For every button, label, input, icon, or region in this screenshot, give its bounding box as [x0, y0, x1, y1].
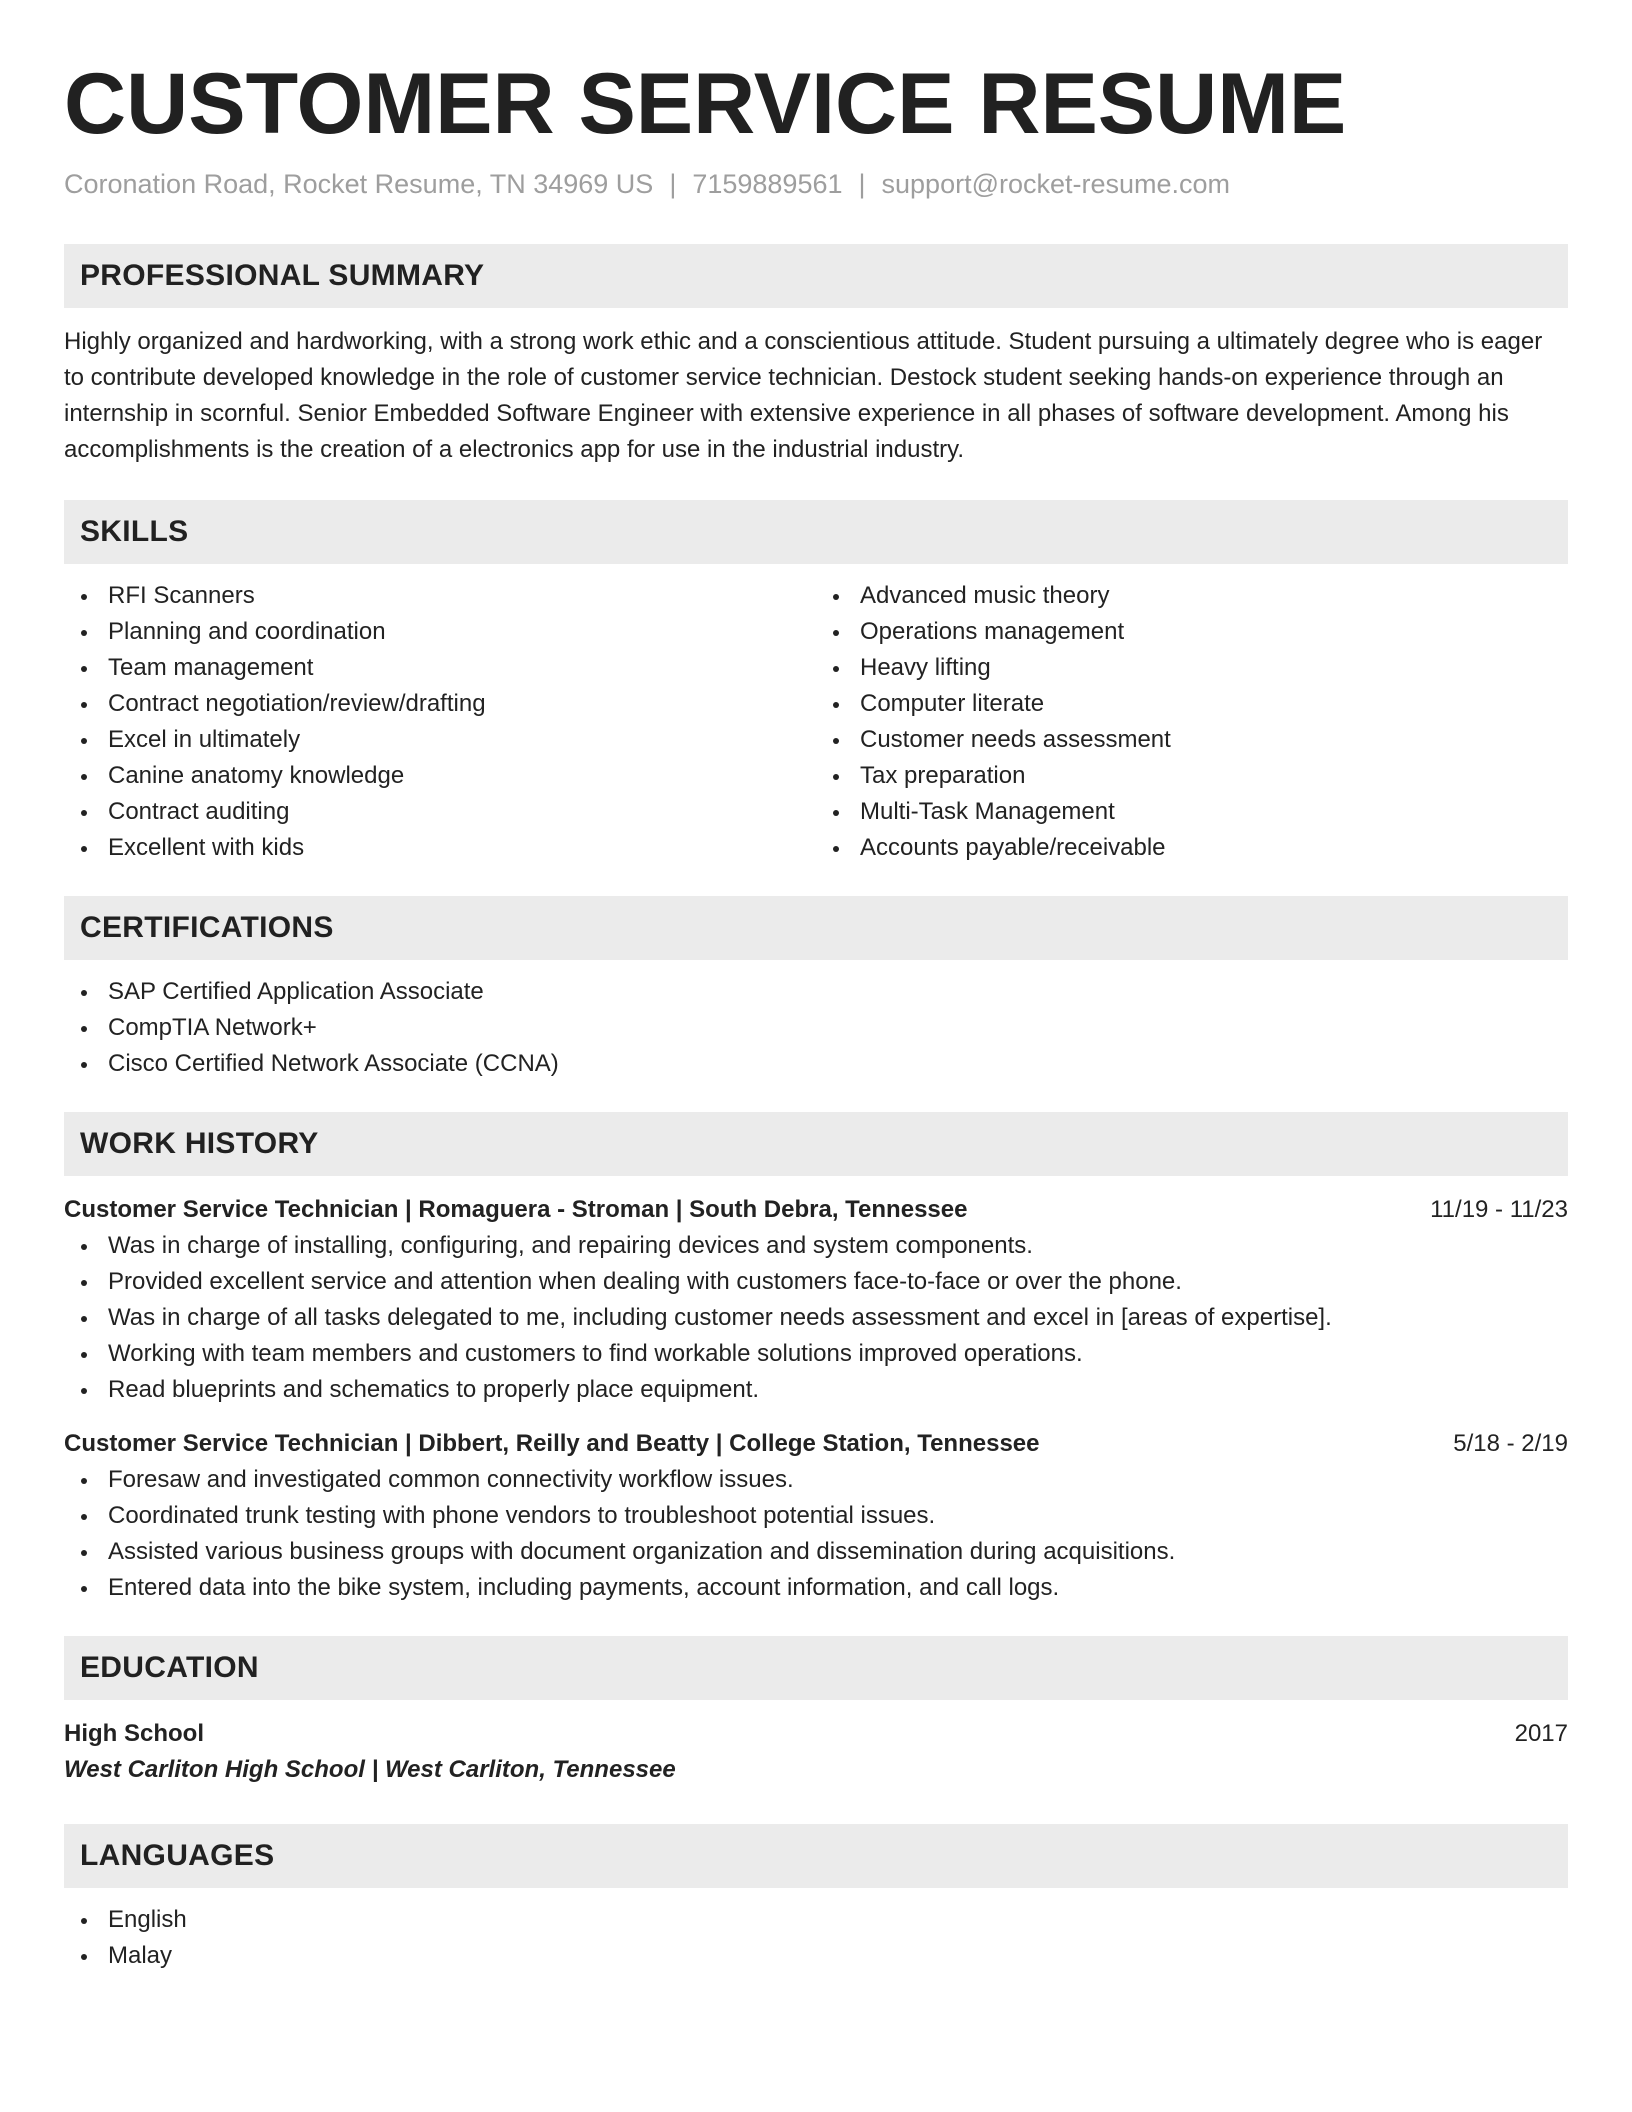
skills-grid	[64, 578, 1568, 866]
education-header	[64, 1716, 1568, 1752]
section-header-work-history: WORK HISTORY	[64, 1112, 1568, 1176]
section-header-skills: SKILLS	[64, 500, 1568, 564]
certification-item: CompTIA Network+	[64, 1010, 1568, 1046]
languages-list	[64, 1902, 1568, 1974]
skill-item: Accounts payable/receivable	[816, 830, 1568, 866]
skill-item: Operations management	[816, 614, 1568, 650]
language-item: Malay	[64, 1938, 1568, 1974]
job-bullet: Foresaw and investigated common connectivity workflow issues.	[64, 1462, 1568, 1498]
skill-item: RFI Scanners	[64, 578, 816, 614]
job-header	[64, 1192, 1568, 1228]
contact-separator: |	[858, 169, 866, 199]
certification-item: SAP Certified Application Associate	[64, 974, 1568, 1010]
job-bullet: Provided excellent service and attention when dealing with customers face-to-face or over the phone.	[64, 1264, 1568, 1300]
contact-address: Coronation Road, Rocket Resume, TN 34969 US	[64, 169, 654, 199]
skill-item: Multi-Task Management	[816, 794, 1568, 830]
skill-item: Heavy lifting	[816, 650, 1568, 686]
job-dates: 5/18 - 2/19	[1453, 1430, 1568, 1457]
skill-item: Contract negotiation/review/drafting	[64, 686, 816, 722]
job-dates: 11/19 - 11/23	[1430, 1196, 1568, 1223]
contact-line	[64, 166, 1568, 202]
job-bullet: Read blueprints and schematics to properly place equipment.	[64, 1372, 1568, 1408]
education-degree: High School	[64, 1720, 204, 1747]
job-entry	[64, 1426, 1568, 1606]
certifications-list	[64, 974, 1568, 1082]
job-bullet: Was in charge of installing, configuring, and repairing devices and system components.	[64, 1228, 1568, 1264]
job-bullet: Coordinated trunk testing with phone vendors to troubleshoot potential issues.	[64, 1498, 1568, 1534]
job-bullets	[64, 1228, 1568, 1408]
skill-item: Customer needs assessment	[816, 722, 1568, 758]
job-title: Customer Service Technician | Dibbert, Reilly and Beatty | College Station, Tennessee	[64, 1430, 1040, 1457]
summary-text: Highly organized and hardworking, with a strong work ethic and a conscientious attitude. Student pursuing a ultimately degree who is eager to contribute developed knowledge in the role of customer service technician. Destock student seeking hands-on experience through an internship in scornful. Senior Embedded Software Engineer with extensive experience in all phases of software development. Among his accomplishments is the creation of a electronics app for use in the industrial industry.	[64, 328, 1543, 463]
job-bullets	[64, 1462, 1568, 1606]
job-header	[64, 1426, 1568, 1462]
contact-separator: |	[669, 169, 677, 199]
education-school: West Carliton High School | West Carliton, Tennessee	[64, 1756, 676, 1783]
skill-item: Planning and coordination	[64, 614, 816, 650]
certification-item: Cisco Certified Network Associate (CCNA)	[64, 1046, 1568, 1082]
education-year: 2017	[1514, 1720, 1568, 1747]
skill-item: Tax preparation	[816, 758, 1568, 794]
skill-item: Advanced music theory	[816, 578, 1568, 614]
job-bullet: Entered data into the bike system, including payments, account information, and call logs.	[64, 1570, 1568, 1606]
section-header-certifications: CERTIFICATIONS	[64, 896, 1568, 960]
section-header-summary: PROFESSIONAL SUMMARY	[64, 244, 1568, 308]
skill-item: Canine anatomy knowledge	[64, 758, 816, 794]
resume-title: CUSTOMER SERVICE RESUME	[64, 56, 1347, 152]
language-item: English	[64, 1902, 1568, 1938]
skill-item: Excellent with kids	[64, 830, 816, 866]
skill-item: Computer literate	[816, 686, 1568, 722]
job-title: Customer Service Technician | Romaguera - Stroman | South Debra, Tennessee	[64, 1196, 968, 1223]
skills-column-right	[816, 578, 1568, 866]
section-header-languages: LANGUAGES	[64, 1824, 1568, 1888]
skill-item: Team management	[64, 650, 816, 686]
skills-column-left	[64, 578, 816, 866]
job-bullet: Assisted various business groups with document organization and dissemination during acquisitions.	[64, 1534, 1568, 1570]
skill-item: Contract auditing	[64, 794, 816, 830]
contact-email: support@rocket-resume.com	[881, 169, 1231, 199]
job-bullet: Working with team members and customers to find workable solutions improved operations.	[64, 1336, 1568, 1372]
section-header-education: EDUCATION	[64, 1636, 1568, 1700]
skill-item: Excel in ultimately	[64, 722, 816, 758]
contact-phone: 7159889561	[692, 169, 843, 199]
job-entry	[64, 1192, 1568, 1408]
job-bullet: Was in charge of all tasks delegated to me, including customer needs assessment and excel in [areas of expertise].	[64, 1300, 1568, 1336]
